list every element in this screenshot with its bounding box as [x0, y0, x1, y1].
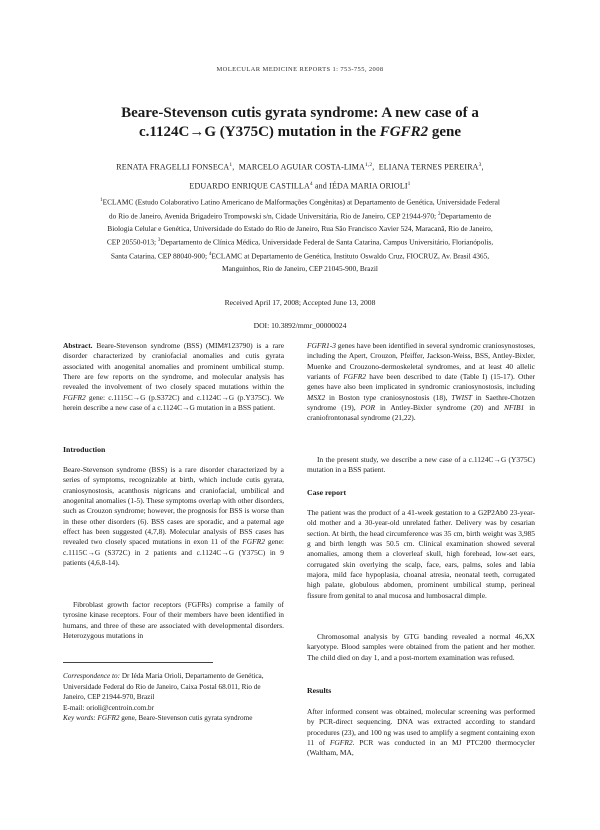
affil-1: ECLAMC (Estudo Colaborativo Latino Americano de Malformações Congênitas) at Departamento de Genética, Universidade Federal do Rio de Janeiro, Avenida Brigadeiro Trompowski s/n, Cidade Universitária, Rio de Janeiro, CEP 21944-970;	[102, 197, 500, 221]
right-column	[307, 341, 536, 758]
author-5: IÉDA MARIA ORIOLI	[329, 181, 408, 191]
affil-2-mark: 2	[437, 211, 441, 217]
intro-p3-por: POR	[360, 403, 375, 413]
results-heading: Results	[307, 686, 332, 695]
intro-p3-d: in Saethre-Chotzen syndrome (19),	[307, 392, 535, 413]
results-p1-gene: FGFR2	[329, 738, 353, 748]
correspondence-label: Correspondence to:	[63, 672, 121, 680]
author-2: MARCELO AGUIAR COSTA-LIMA	[238, 162, 365, 172]
author-1-affil: 1	[229, 162, 233, 168]
abstract-text-a: Beare-Stevenson syndrome (BSS) (MIM#123790) is a rare disorder characterized by craniofacial anomalies and cutis gyrata associated with anogenital anomalies and prominent umbilical stump. There are few reports on the syndrome, and molecular analysis has revealed the involvement of two closely spaced mutations within the	[63, 341, 284, 392]
intro-p1-a: Beare-Stevenson syndrome (BSS) is a rare disorder characterized by a series of symptoms, recognizable at birth, which include cutis gyrata, craniosynostosis, acanthosis nigricans and craniofacial, umbilical and anogenital anomalies (1-5). These symptoms overlap with other disorders, such as Crouzon syndrome; however, the prognosis for BSS is worse than in these other disorders (6). BSS cases are sporadic, and a paternal age effect has been suggested (4,7,8). Molecular analysis of BSS cases has revealed two closely spaced mutations in exon 11 of the	[63, 465, 284, 547]
intro-p3-a: genes have been identified in several syndromic craniosynostoses, including the Apert, Crouzon, Pfeiffer, Jackson-Weiss, BSS, Antley-Bixler, Muenke and Crouzono-dermoskeletal syndromes, and at least 40 allelic variants of	[307, 341, 535, 382]
correspondence-text: Dr Iéda Maria Orioli, Departamento de Genética, Universidade Federal do Rio de Janeiro, Caixa Postal 68.011, Rio de Janeiro, CEP 21944-970, Brazil	[63, 672, 264, 701]
intro-paragraph-2: Fibroblast growth factor receptors (FGFRs) comprise a family of tyrosine kinase receptors. Four of their members have been identified in humans, and three of these are associated with developmental disorders. Heterozygous mutations in	[63, 600, 284, 641]
abstract	[63, 341, 284, 413]
running-head: MOLECULAR MEDICINE REPORTS 1: 753-755, 2008	[216, 66, 384, 73]
abstract-text-b: gene: c.1115C→G (p.S372C) and c.1124C→G (p.Y375C). We herein describe a new case of a c.1124C→G mutation in a BSS patient.	[63, 392, 284, 413]
author-list: RENATA FRAGELLI FONSECA$^1$, MARCELO AGUIAR COSTA-LIMA$^{1,2}$, ELIANA TERNES PEREIRA$^3$, EDUARDO ENRIQUE CASTILLA$^4$ and IÉDA MARIA ORIOLI$^1$	[116, 162, 484, 191]
left-column	[63, 341, 284, 641]
intro-p3-c: in Boston type craniosynostosis (18),	[325, 392, 452, 402]
author-3-affil: 3	[478, 162, 482, 168]
case-report-paragraph-2: Chromosomal analysis by GTG banding revealed a normal 46,XX karyotype. Blood samples were obtained from the patient and her mother. The child died on day 1, and a post-mortem examination was refused.	[307, 632, 535, 662]
keywords-text: gene, Beare-Stevenson cutis gyrata syndrome	[119, 714, 253, 722]
paper-title	[60, 104, 540, 142]
intro-paragraph-1	[63, 465, 284, 568]
title-line-2-pre: c.1124C→G (Y375C) mutation in the	[138, 124, 380, 140]
correspondence	[63, 671, 284, 713]
affil-2: Departamento de Biologia Celular e Genética, Universidade do Estado do Rio de Janeiro, Rua São Francisco Xavier 524, Maracanã, Rio de Janeiro, CEP 20550-013;	[106, 211, 493, 247]
affiliations	[100, 195, 500, 276]
intro-paragraph-4: In the present study, we describe a new case of a c.1124C→G (Y375C) mutation in a BSS patient.	[307, 455, 535, 475]
author-1: RENATA FRAGELLI FONSECA	[116, 162, 230, 172]
intro-p3-gene2: FGFR2	[343, 372, 366, 382]
intro-p3-twist: TWIST	[451, 392, 472, 402]
intro-p3-gene: FGFR1-3	[307, 341, 336, 350]
intro-p1-b: gene: c.1115C→G (S372C) in 2 patients and c.1124C→G (Y375C) in 9 patients (4,6,8-14).	[63, 537, 284, 568]
intro-p3-e: in Antley-Bixler syndrome (20) and	[375, 403, 504, 413]
results-p1-b: . PCR was conducted in an MJ PTC200 thermocycler (Waltham, MA,	[307, 738, 536, 758]
intro-p3-nfib: NFIB1	[503, 403, 525, 413]
received-dates: Received April 17, 2008; Accepted June 13, 2008	[224, 298, 376, 307]
footnote-rule	[63, 662, 213, 663]
affil-4-mark: 4	[208, 252, 212, 258]
results-paragraph-1	[307, 707, 535, 759]
affil-1-mark: 1	[100, 198, 103, 203]
affil-3-mark: 3	[157, 238, 161, 244]
intro-p3-msx2: MSX2	[307, 392, 326, 402]
author-4: EDUARDO ENRIQUE CASTILLA	[189, 181, 310, 191]
keywords	[63, 713, 284, 724]
author-5-affil: 1	[407, 180, 411, 187]
abstract-gene: FGFR2	[63, 392, 86, 402]
case-report-heading: Case report	[307, 488, 347, 497]
author-2-affil: 1,2	[364, 162, 373, 168]
intro-paragraph-3	[307, 341, 535, 424]
correspondence-email: E-mail: orioli@centroin.com.br	[63, 703, 155, 712]
affil-3: Departamento de Clínica Médica, Universidade Federal de Santa Catarina, Campus Universitário, Florianópolis, Santa Catarina, CEP 88040-900;	[110, 237, 494, 261]
intro-p3-f: in craniofrontonasal syndrome (21,22).	[307, 403, 535, 423]
intro-p1-gene: FGFR2	[242, 537, 265, 547]
title-line-2-post: gene	[428, 124, 462, 140]
author-and: and	[314, 181, 327, 191]
intro-p3-b: have been described to date (Table I) (15-17). Other genes have also been implicated in syndromic craniosynostosis, including	[307, 372, 535, 392]
affil-4: ECLAMC at Departamento de Genética, Instituto Oswaldo Cruz, FIOCRUZ, Av. Brasil 4365, Manguinhos, Rio de Janeiro, CEP 21045-900, Brazil	[211, 251, 490, 274]
author-4-affil: 4	[309, 180, 313, 187]
keywords-label: Key words:	[63, 714, 96, 722]
results-p1-a: After informed consent was obtained, molecular screening was performed by PCR-direct sequencing. DNA was extracted according to standard procedures (23), and 100 ng was used to amplify a segment containing exon 11 of	[307, 707, 535, 748]
author-3: ELIANA TERNES PEREIRA	[378, 162, 479, 172]
case-report-paragraph-1: The patient was the product of a 41-week gestation to a G2P2Ab0 23-year-old mother and a 30-year-old unrelated father. Delivery was by cesarian section. At birth, the head circumference was 35 cm, birth weight was 3,985 g and birth length was 50.5 cm. Clinical examination showed several anomalies, among them a cloverleaf skull, high forehead, low-set ears, corrugated skin overlying the scalp, face, ears, palms, soles and labia majora, mild face hypoplasia, choanal atresia, neonatal teeth, corrugated high palate, globulous abdomen, prominent umbilical stump, perineal fissure from genital to anal mucosa and lumbosacral dimple.	[307, 508, 535, 600]
keywords-gene: FGFR2	[97, 714, 120, 722]
title-line-1: Beare-Stevenson cutis gyrata syndrome: A new case of a	[121, 105, 479, 121]
title-gene: FGFR2	[379, 124, 429, 140]
intro-heading: Introduction	[63, 445, 106, 454]
doi: DOI: 10.3892/mmr_00000024	[253, 321, 347, 330]
abstract-label: Abstract.	[63, 341, 93, 350]
